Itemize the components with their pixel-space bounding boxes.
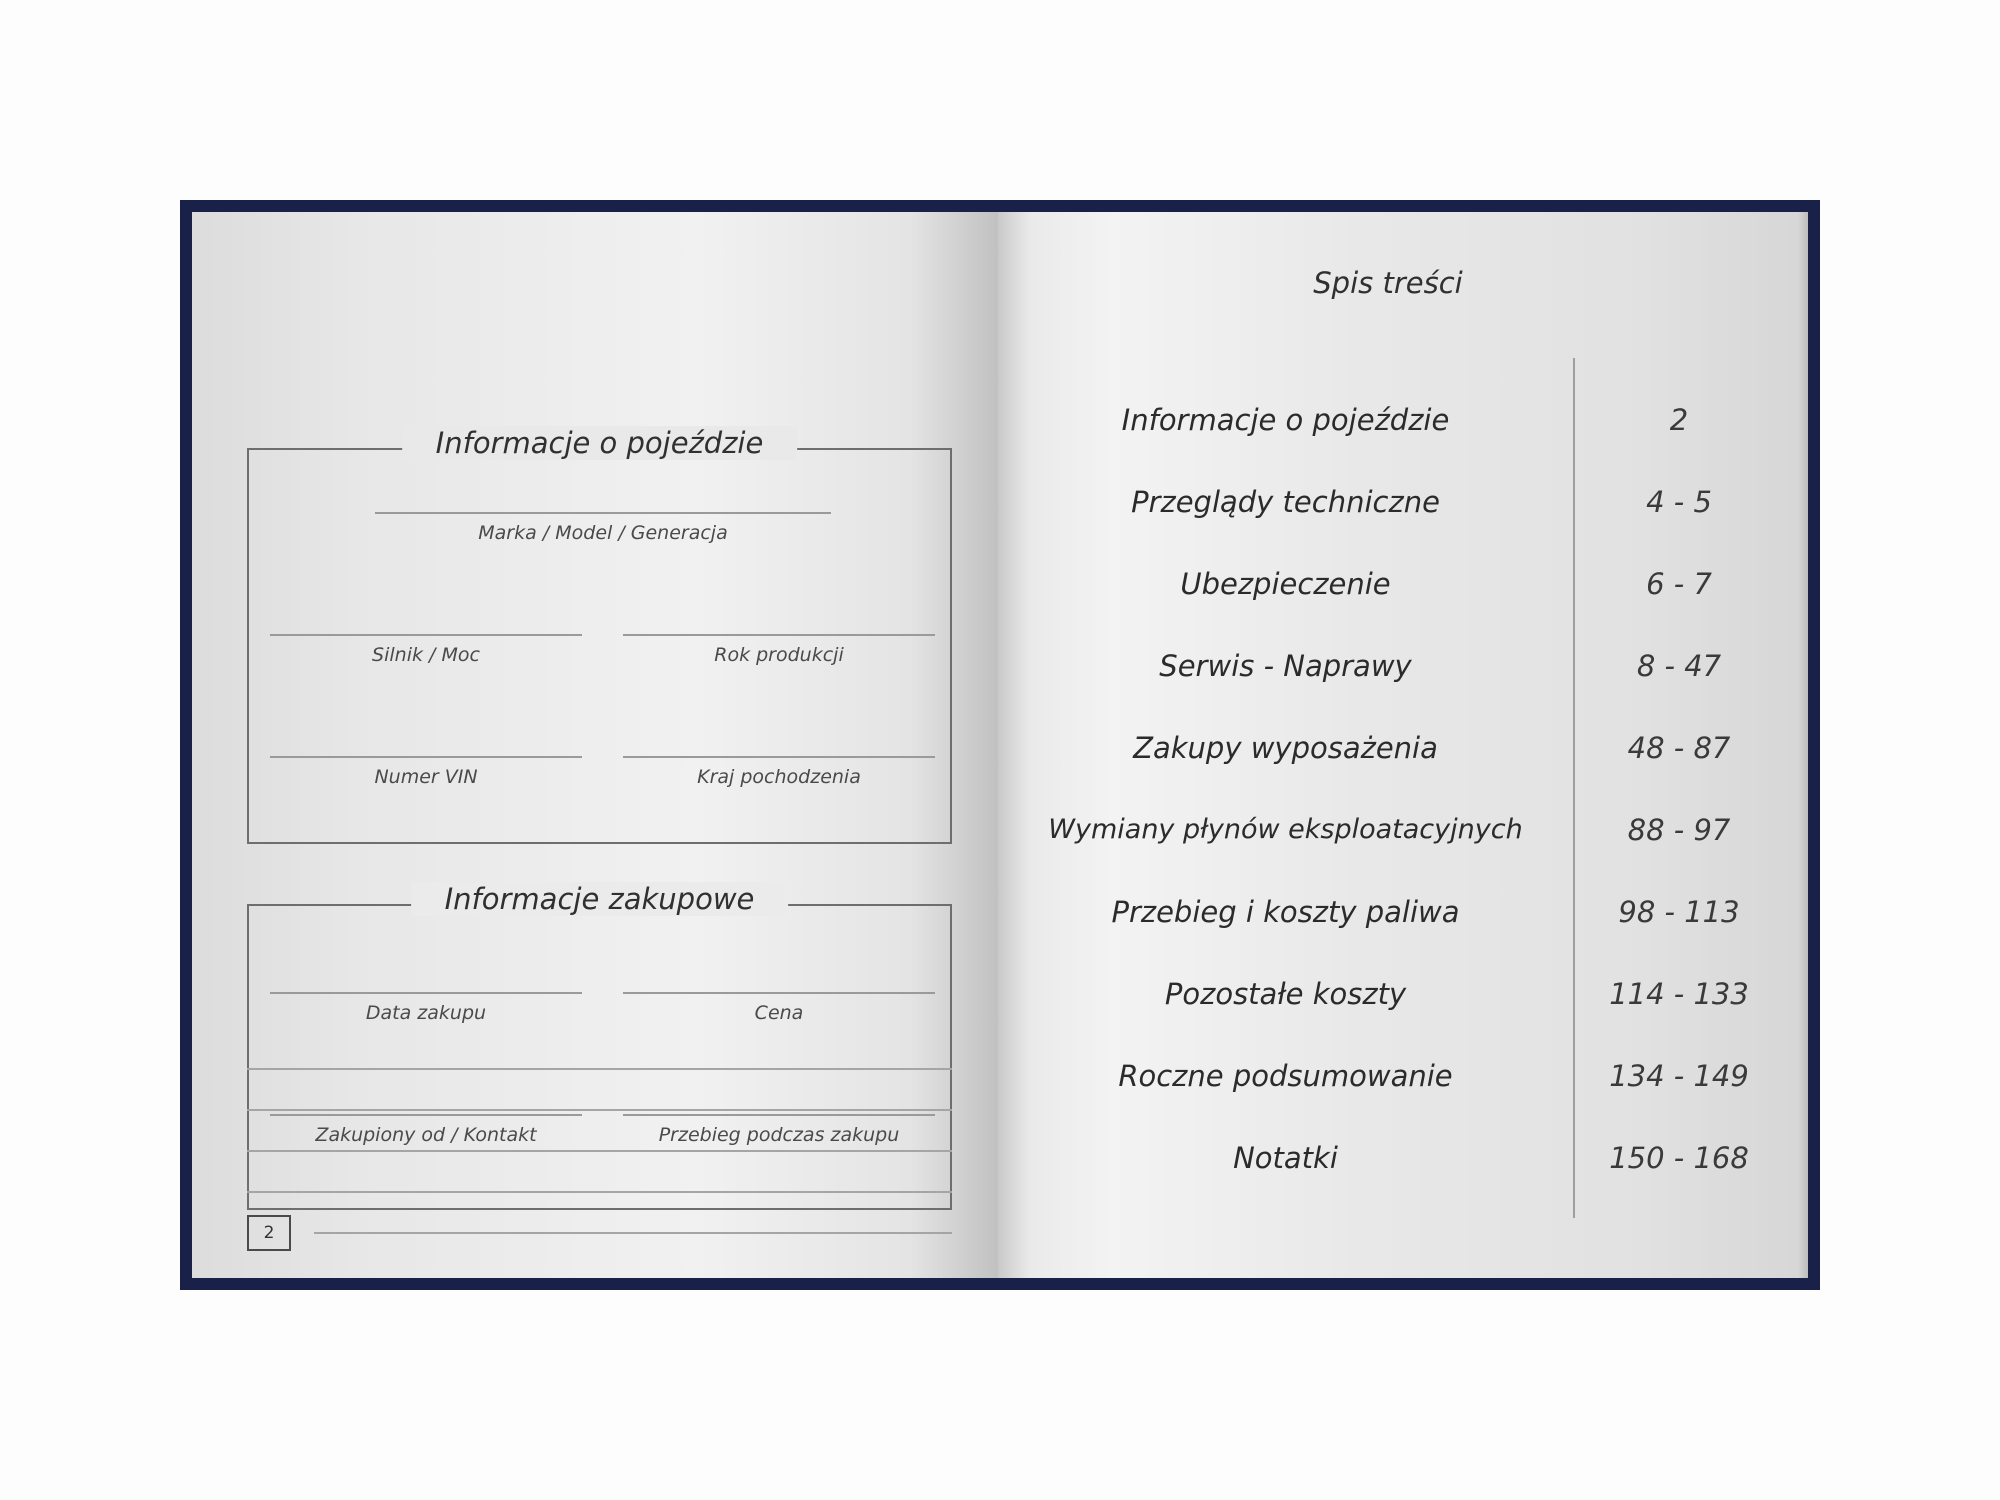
open-book [180,200,1820,1290]
field-line [270,1114,582,1116]
toc-entry [998,641,1808,691]
toc-entry-label: Roczne podsumowanie [1118,1059,1453,1093]
notes-line [314,1232,952,1234]
toc-entry-pages: 88 - 97 [1627,813,1731,847]
toc-entry-pages: 6 - 7 [1646,567,1712,601]
field-line [623,634,935,636]
vehicle-info-title: Informacje o pojeździe [402,426,798,460]
field-line [375,512,831,514]
field-production-year [623,634,935,666]
toc-entry-label: Informacje o pojeździe [1121,403,1450,437]
toc-entry-label: Przebieg i koszty paliwa [1111,895,1460,929]
field-price [623,992,935,1024]
purchase-info-box [247,882,952,1210]
field-engine-power [270,634,582,666]
toc-entry-label: Pozostałe koszty [1164,977,1407,1011]
left-page [192,212,1008,1278]
toc-entry-pages: 2 [1669,403,1689,437]
vehicle-info-box [247,426,952,844]
toc-title: Spis treści [1313,266,1463,300]
notes-line [247,1191,952,1193]
toc-entry [998,477,1808,527]
toc-entry [998,1051,1808,1101]
field-label-engine: Silnik / Moc [372,644,480,666]
toc-entry-pages: 134 - 149 [1609,1059,1749,1093]
field-line [623,756,935,758]
notes-line [247,1109,952,1111]
page-number: 2 [247,1215,291,1251]
toc-entry-label: Ubezpieczenie [1180,567,1391,601]
toc-entry-label: Wymiany płynów eksploatacyjnych [1048,814,1523,845]
field-label-price: Cena [754,1002,804,1024]
field-label-vin: Numer VIN [374,766,478,788]
field-make-model [375,512,831,544]
field-label-mileage: Przebieg podczas zakupu [658,1124,900,1146]
field-label-year: Rok produkcji [714,644,844,666]
toc-entry-pages: 150 - 168 [1609,1141,1749,1175]
toc-entry-label: Zakupy wyposażenia [1133,731,1438,765]
toc-entry [998,1133,1808,1183]
toc-entry [998,559,1808,609]
toc-entry-label: Notatki [1233,1141,1338,1175]
field-label-country: Kraj pochodzenia [697,766,861,788]
toc-entry [998,969,1808,1019]
field-label-make-model: Marka / Model / Generacja [478,522,728,544]
toc-entry-pages: 98 - 113 [1618,895,1740,929]
notes-line [247,1150,952,1152]
toc-entry-pages: 4 - 5 [1646,485,1712,519]
field-vin [270,756,582,788]
purchase-info-title: Informacje zakupowe [411,882,789,916]
toc-entry-pages: 114 - 133 [1609,977,1749,1011]
right-page [998,212,1808,1278]
field-mileage-at-purchase [623,1114,935,1146]
notes-line [247,1068,952,1070]
toc-entry-label: Serwis - Naprawy [1159,649,1412,683]
field-line [270,756,582,758]
toc-entry [998,395,1808,445]
toc-entry [998,887,1808,937]
field-label-date: Data zakupu [365,1002,487,1024]
field-line [270,634,582,636]
field-label-seller: Zakupiony od / Kontakt [315,1124,537,1146]
field-origin-country [623,756,935,788]
field-line [623,992,935,994]
field-line [270,992,582,994]
field-purchase-date [270,992,582,1024]
toc-entry [998,723,1808,773]
toc-entry [998,805,1808,855]
toc-entry-pages: 48 - 87 [1627,731,1731,765]
field-seller-contact [270,1114,582,1146]
field-line [623,1114,935,1116]
toc-entry-label: Przeglądy techniczne [1131,485,1440,519]
toc-entry-pages: 8 - 47 [1636,649,1722,683]
